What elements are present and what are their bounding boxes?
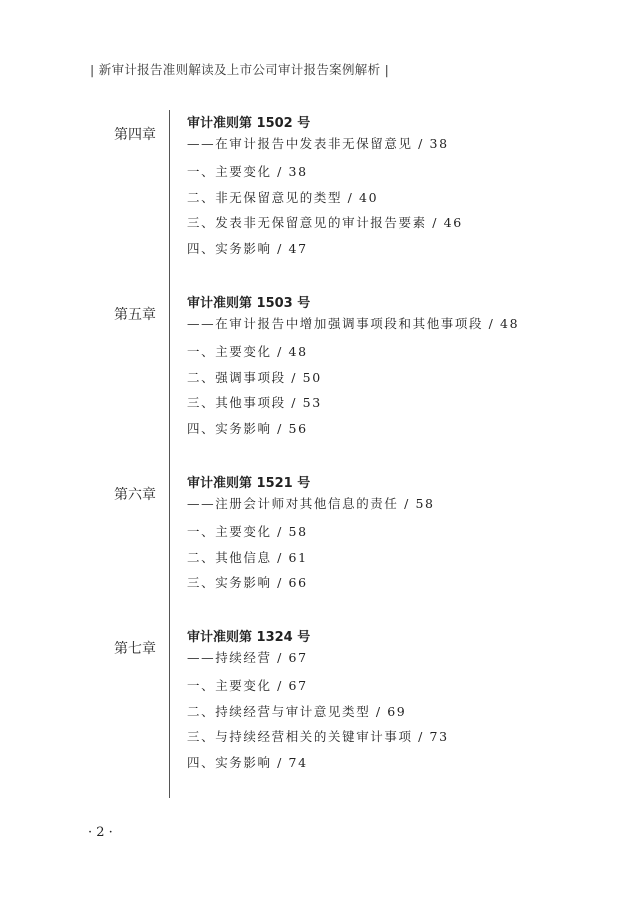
- page-number: · 2 ·: [88, 825, 113, 840]
- toc-section-item[interactable]: 二、其他信息 / 61: [187, 549, 308, 565]
- toc-section-item[interactable]: 三、实务影响 / 66: [187, 575, 308, 590]
- section-list: [187, 522, 435, 599]
- chapter-entries: [187, 474, 435, 599]
- chapter-label: 第五章: [114, 307, 156, 323]
- section-list: [187, 162, 463, 264]
- toc-section-item[interactable]: 一、主要变化 / 38: [187, 164, 308, 179]
- toc-section-item[interactable]: 四、实务影响 / 47: [187, 240, 308, 256]
- toc-section-item[interactable]: 四、实务影响 / 56: [187, 420, 308, 436]
- standard-title[interactable]: 审计准则第 1324 号: [187, 630, 311, 645]
- chapter-entries: [187, 628, 449, 778]
- toc-section-item[interactable]: 三、其他事项段 / 53: [187, 395, 322, 410]
- toc-section-item[interactable]: 三、发表非无保留意见的审计报告要素 / 46: [187, 215, 463, 230]
- standard-title[interactable]: 审计准则第 1502 号: [187, 116, 311, 131]
- vertical-divider: [169, 110, 170, 798]
- standard-title[interactable]: 审计准则第 1503 号: [187, 296, 311, 311]
- chapter-entries: [187, 114, 463, 264]
- chapter-entries: [187, 294, 519, 444]
- standard-subtitle[interactable]: ——在审计报告中增加强调事项段和其他事项段 / 48: [187, 316, 520, 331]
- chapter-label: 第四章: [114, 127, 156, 143]
- standard-subtitle[interactable]: ——在审计报告中发表非无保留意见 / 38: [187, 136, 449, 151]
- standard-subtitle[interactable]: ——持续经营 / 67: [187, 650, 308, 665]
- toc-section-item[interactable]: 一、主要变化 / 58: [187, 524, 308, 539]
- standard-title[interactable]: 审计准则第 1521 号: [187, 476, 311, 491]
- section-list: [187, 342, 519, 444]
- toc-section-item[interactable]: 三、与持续经营相关的关键审计事项 / 73: [187, 729, 449, 744]
- chapter-label: 第六章: [114, 487, 156, 503]
- section-list: [187, 676, 449, 778]
- toc-section-item[interactable]: 四、实务影响 / 74: [187, 754, 308, 770]
- toc-section-item[interactable]: 一、主要变化 / 67: [187, 678, 308, 693]
- running-header: | 新审计报告准则解读及上市公司审计报告案例解析 |: [90, 62, 390, 77]
- toc-section-item[interactable]: 二、非无保留意见的类型 / 40: [187, 189, 379, 205]
- toc-section-item[interactable]: 二、强调事项段 / 50: [187, 369, 322, 385]
- chapter-label: 第七章: [114, 641, 156, 657]
- toc-section-item[interactable]: 二、持续经营与审计意见类型 / 69: [187, 703, 407, 719]
- standard-subtitle[interactable]: ——注册会计师对其他信息的责任 / 58: [187, 496, 435, 511]
- toc-section-item[interactable]: 一、主要变化 / 48: [187, 344, 308, 359]
